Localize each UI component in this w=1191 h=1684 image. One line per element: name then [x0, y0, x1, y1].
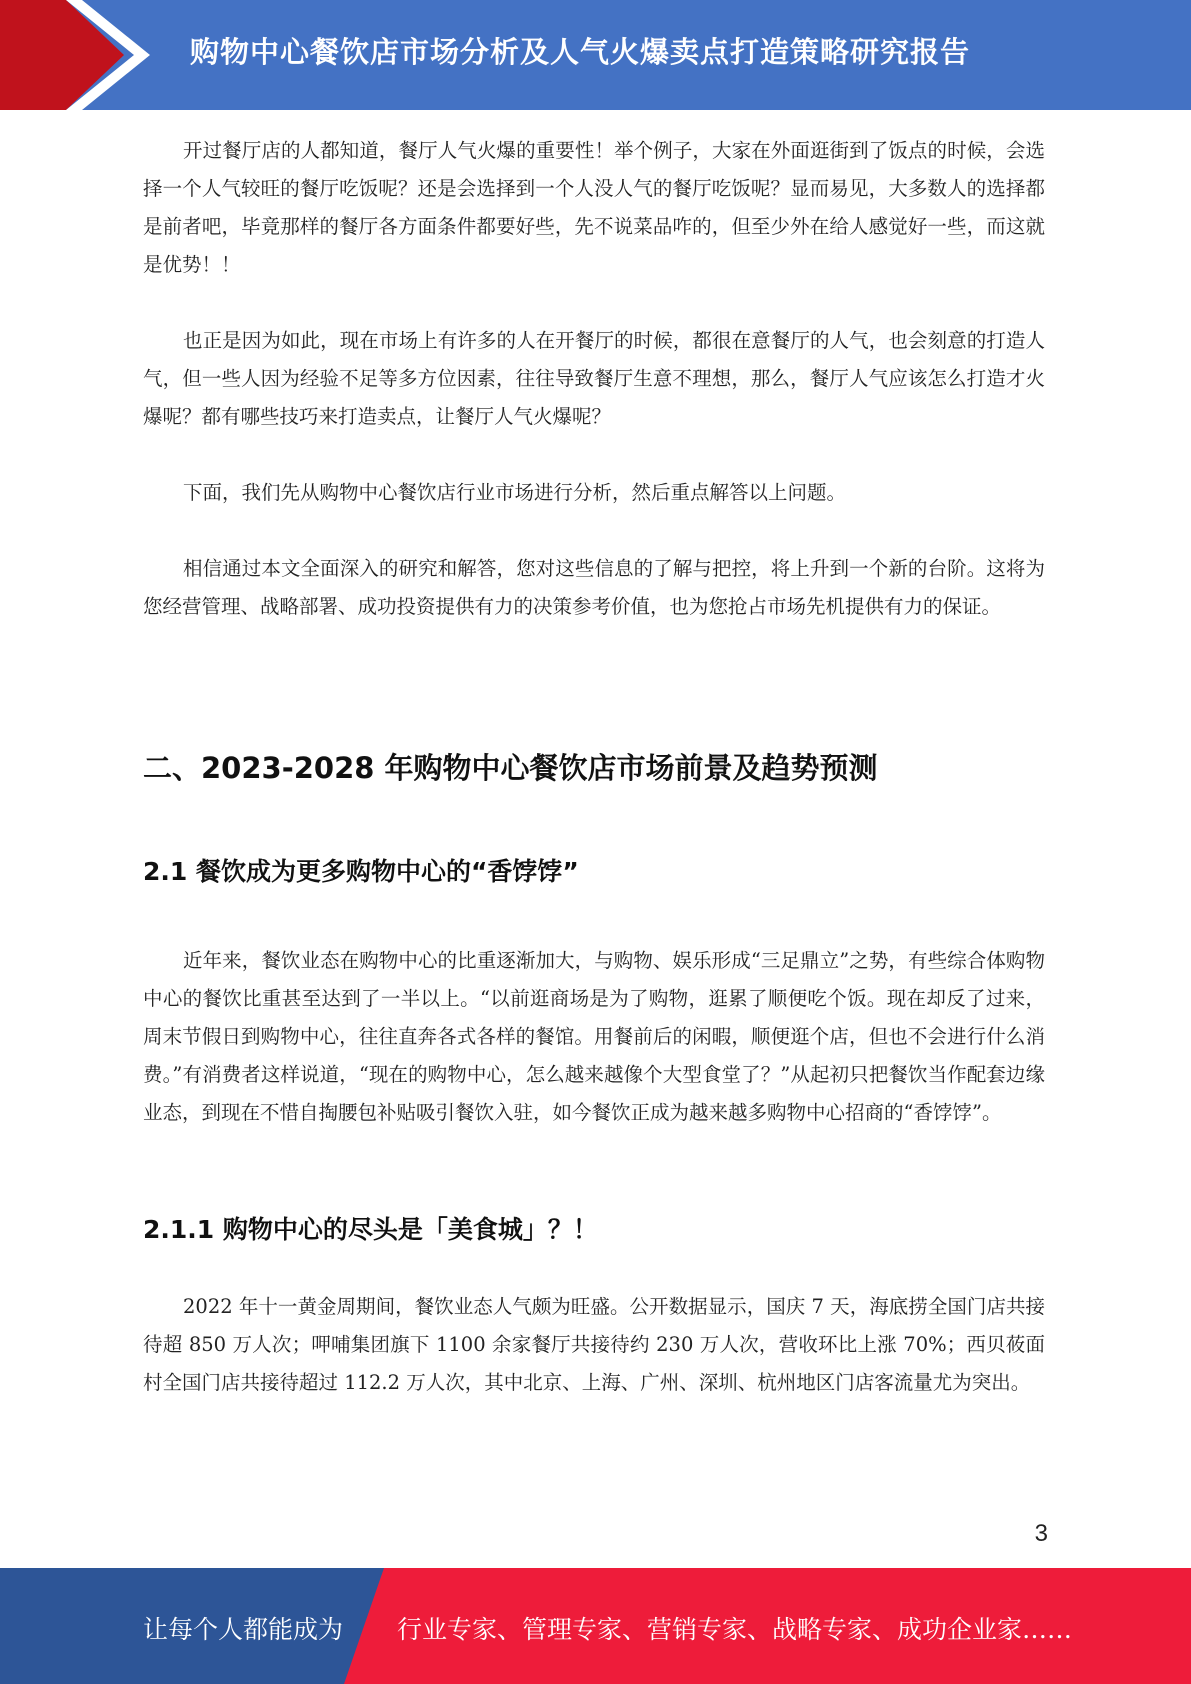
page-number: 3 [1034, 1520, 1048, 1547]
paragraph-intro-3: 下面，我们先从购物中心餐饮店行业市场进行分析，然后重点解答以上问题。 [183, 481, 847, 504]
section-heading-2: 二、2023-2028 年购物中心餐饮店市场前景及趋势预测 [143, 751, 878, 785]
section-heading-2-1-1: 2.1.1 购物中心的尽头是「美食城」？！ [143, 1215, 598, 1244]
footer-slogan-left: 让每个人都能成为 [143, 1615, 344, 1644]
paragraph-intro-4: 相信通过本文全面深入的研究和解答，您对这些信息的了解与把控，将上升到一个新的台阶。这将为您经营管理、战略部署、成功投资提供有力的决策参考价值，也为您抢占市场先机提供有力的保证。 [143, 557, 1045, 618]
header-title: 购物中心餐饮店市场分析及人气火爆卖点打造策略研究报告 [190, 35, 971, 69]
paragraph-intro-2: 也正是因为如此，现在市场上有许多的人在开餐厅的时候，都很在意餐厅的人气，也会刻意的打造人气，但一些人因为经验不足等多方位因素，往往导致餐厅生意不理想，那么，餐厅人气应该怎么打造才火爆呢？都有哪些技巧来打造卖点，让餐厅人气火爆呢？ [143, 329, 1045, 428]
paragraph-intro-1: 开过餐厅店的人都知道，餐厅人气火爆的重要性！举个例子，大家在外面逛街到了饭点的时候，会选择一个人气较旺的餐厅吃饭呢？还是会选择到一个人没人气的餐厅吃饭呢？显而易见，大多数人的选择都是前者吧，毕竟那样的餐厅各方面条件都要好些，先不说菜品咋的，但至少外在给人感觉好一些，而这就是优势！！ [143, 139, 1045, 276]
paragraph-2-1-1: 2022 年十一黄金周期间，餐饮业态人气颇为旺盛。公开数据显示，国庆 7 天，海底捞全国门店共接待超 850 万人次；呷哺集团旗下 1100 余家餐厅共接待约 230 万人次，营收环比上涨 70%；西贝莜面村全国门店共接待超过 112.2 万人次，其中北京、上海、广州、深圳、杭州地区门店客流量尤为突出。 [143, 1295, 1045, 1394]
section-heading-2-1: 2.1 餐饮成为更多购物中心的“香饽饽” [143, 857, 579, 886]
footer-slogan-right: 行业专家、管理专家、营销专家、战略专家、成功企业家…… [397, 1615, 1073, 1644]
paragraph-2-1: 近年来，餐饮业态在购物中心的比重逐渐加大，与购物、娱乐形成“三足鼎立”之势，有些综合体购物中心的餐饮比重甚至达到了一半以上。“以前逛商场是为了购物，逛累了顺便吃个饭。现在却反了过来，周末节假日到购物中心，往往直奔各式各样的餐馆。用餐前后的闲暇，顺便逛个店，但也不会进行什么消费。”有消费者这样说道，“现在的购物中心，怎么越来越像个大型食堂了？”从起初只把餐饮当作配套边缘业态，到现在不惜自掏腰包补贴吸引餐饮入驻，如今餐饮正成为越来越多购物中心招商的“香饽饽”。 [143, 949, 1045, 1124]
